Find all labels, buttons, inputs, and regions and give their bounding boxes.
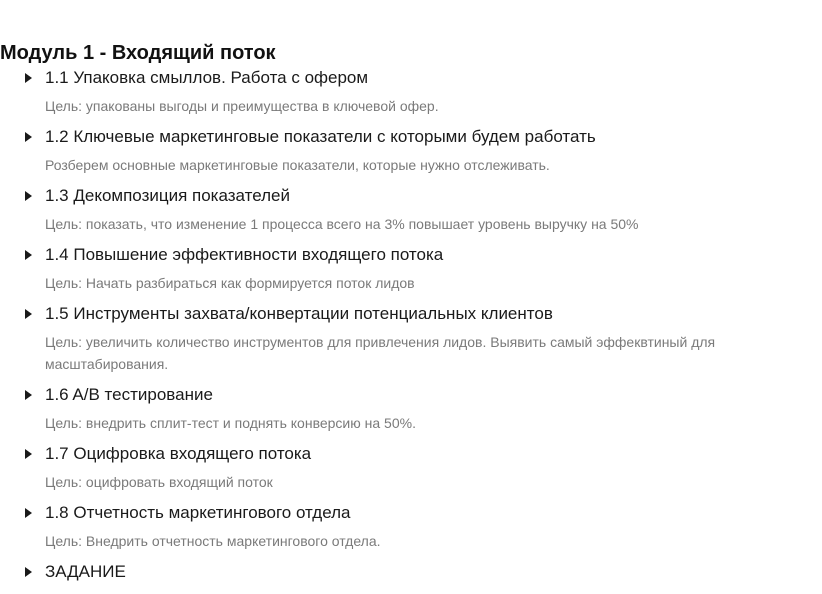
- lesson-description: Цель: внедрить сплит-тест и поднять конверсию на 50%.: [45, 415, 416, 431]
- lesson-description: Розберем основные маркетинговые показатели, которые нужно отслеживать.: [45, 157, 550, 173]
- lesson-title[interactable]: 1.5 Инструменты захвата/конвертации потенциальных клиентов: [45, 304, 553, 323]
- triangle-right-icon[interactable]: [25, 508, 32, 518]
- lesson-title[interactable]: 1.1 Упаковка смыллов. Работа с офером: [45, 68, 369, 87]
- triangle-right-icon[interactable]: [25, 191, 32, 201]
- lesson-item: [0, 182, 822, 241]
- triangle-right-icon[interactable]: [25, 567, 32, 577]
- lesson-toggle[interactable]: [0, 440, 822, 468]
- lesson-description: Цель: увеличить количество инструментов для привлечения лидов. Выявить самый эффеквтиный для масштабирования.: [45, 334, 716, 372]
- lesson-list: [0, 64, 822, 586]
- lesson-toggle[interactable]: [0, 182, 822, 210]
- lesson-item: [0, 440, 822, 499]
- lesson-title[interactable]: 1.8 Отчетность маркетингового отдела: [45, 503, 351, 522]
- lesson-title[interactable]: 1.4 Повышение эффективности входящего потока: [45, 245, 444, 264]
- lesson-description: Цель: оцифровать входящий поток: [45, 474, 273, 490]
- lesson-toggle[interactable]: [0, 123, 822, 151]
- lesson-item: [0, 381, 822, 440]
- lesson-title[interactable]: 1.2 Ключевые маркетинговые показатели с которыми будем работать: [45, 127, 596, 146]
- lesson-item: [0, 241, 822, 300]
- lesson-description: Цель: Начать разбираться как формируется поток лидов: [45, 275, 415, 291]
- lesson-description: Цель: упакованы выгоды и преимущества в ключевой офер.: [45, 98, 439, 114]
- module-title: Модуль 1 - Входящий поток: [0, 42, 276, 65]
- lesson-description: Цель: Внедрить отчетность маркетингового отдела.: [45, 533, 381, 549]
- lesson-item: [0, 64, 822, 123]
- lesson-toggle[interactable]: [0, 499, 822, 527]
- lesson-item: [0, 123, 822, 182]
- triangle-right-icon[interactable]: [25, 250, 32, 260]
- lesson-title[interactable]: 1.7 Оцифровка входящего потока: [45, 444, 312, 463]
- lesson-item: [0, 499, 822, 558]
- lesson-title[interactable]: 1.3 Декомпозиция показателей: [45, 186, 290, 205]
- lesson-item: [0, 300, 822, 381]
- triangle-right-icon[interactable]: [25, 309, 32, 319]
- lesson-toggle[interactable]: [0, 558, 822, 586]
- triangle-right-icon[interactable]: [25, 73, 32, 83]
- triangle-right-icon[interactable]: [25, 390, 32, 400]
- lesson-description: Цель: показать, что изменение 1 процесса всего на 3% повышает уровень выручку на 50%: [45, 216, 639, 232]
- lesson-toggle[interactable]: [0, 64, 822, 92]
- lesson-toggle[interactable]: [0, 241, 822, 269]
- triangle-right-icon[interactable]: [25, 449, 32, 459]
- triangle-right-icon[interactable]: [25, 132, 32, 142]
- lesson-item: [0, 558, 822, 586]
- lesson-title[interactable]: ЗАДАНИЕ: [45, 562, 126, 581]
- lesson-toggle[interactable]: [0, 381, 822, 409]
- lesson-title[interactable]: 1.6 A/B тестирование: [45, 385, 213, 404]
- lesson-toggle[interactable]: [0, 300, 822, 328]
